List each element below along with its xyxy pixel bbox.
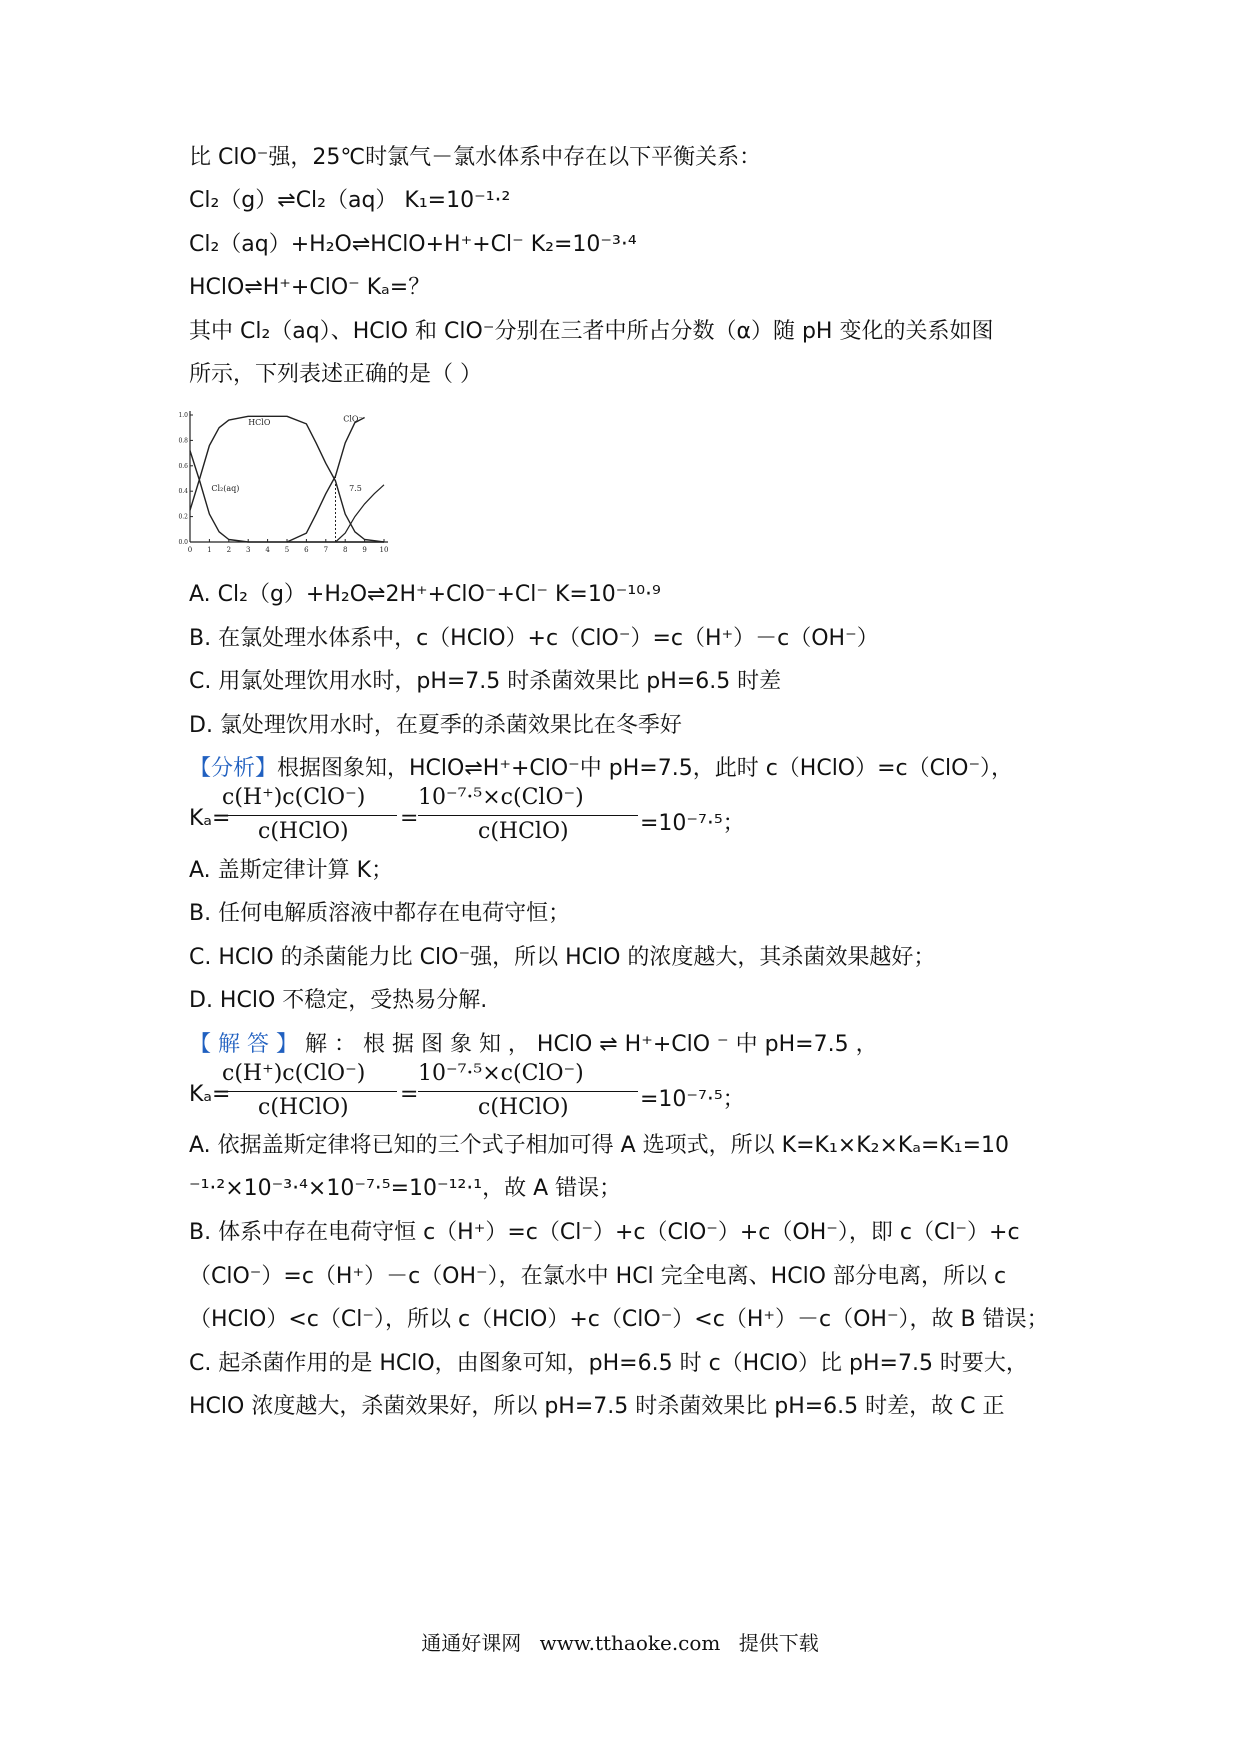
analysis-b: B. 任何电解质溶液中都存在电荷守恒； <box>189 901 571 926</box>
x-tick-label: 1 <box>207 546 212 554</box>
ka-result: =10⁻⁷·⁵； <box>640 811 745 836</box>
option-c: C. 用氯处理饮用水时，pH=7.5 时杀菌效果比 pH=6.5 时差 <box>189 669 782 694</box>
equals-sign: = <box>400 806 419 831</box>
x-tick-label: 9 <box>362 546 367 554</box>
answer-tag: 【 解 答 】 <box>189 1032 298 1057</box>
question-line-1: 其中 Cl₂（aq）、HClO 和 ClO⁻分别在三者中所占分数（α）随 pH 变化的关系如图 <box>189 319 994 344</box>
x-tick-label: 4 <box>265 546 270 554</box>
analysis-line <box>189 754 1013 784</box>
footer-url: www.tthaoke.com <box>539 1631 721 1655</box>
answer-b-line-3: （HClO）<c（Cl⁻），所以 c（HClO）+c（ClO⁻）<c（H⁺）－c（OH⁻），故 B 错误； <box>189 1307 1049 1332</box>
chart-annotation: HClO <box>248 418 271 428</box>
answer-c-line-1: C. 起杀菌作用的是 HClO，由图象可知，pH=6.5 时 c（HClO）比 pH=7.5 时要大， <box>189 1351 1028 1376</box>
y-tick-label: 1.0 <box>178 412 188 419</box>
equation-1: Cl₂（g）⇌Cl₂（aq） K₁=10⁻¹·² <box>189 188 511 213</box>
ka-label: Kₐ= <box>189 1082 231 1107</box>
equation-3: HClO⇌H⁺+ClO⁻ Kₐ=？ <box>189 275 431 300</box>
x-tick-label: 6 <box>304 546 309 554</box>
y-tick-label: 0.6 <box>178 462 188 470</box>
y-tick-label: 0.8 <box>178 437 188 445</box>
answer-text: 解 ： 根 据 图 象 知 ， HClO ⇌ H⁺+ClO ⁻ 中 pH=7.5 ， <box>304 1032 878 1057</box>
intro-line: 比 ClO⁻强，25℃时氯气－氯水体系中存在以下平衡关系： <box>189 145 762 170</box>
fraction-denominator: c(HClO) <box>478 1095 569 1120</box>
equation-2: Cl₂（aq）+H₂O⇌HClO+H⁺+Cl⁻ K₂=10⁻³·⁴ <box>189 232 637 257</box>
answer-b-line-1: B. 体系中存在电荷守恒 c（H⁺）=c（Cl⁻）+c（ClO⁻）+c（OH⁻），即 c（Cl⁻）+c <box>189 1220 1020 1245</box>
answer-b-line-2: （ClO⁻）=c（H⁺）－c（OH⁻），在氯水中 HCl 完全电离、HClO 部分电离，所以 c <box>189 1264 1007 1289</box>
option-b: B. 在氯处理水体系中，c（HClO）+c（ClO⁻）=c（H⁺）－c（OH⁻） <box>189 626 879 651</box>
fraction-bar <box>418 815 638 816</box>
option-a: A. Cl₂（g）+H₂O⇌2H⁺+ClO⁻+Cl⁻ K=10⁻¹⁰·⁹ <box>189 582 661 607</box>
series-line <box>190 451 384 542</box>
analysis-c: C. HClO 的杀菌能力比 ClO⁻强，所以 HClO 的浓度越大，其杀菌效果越好； <box>189 945 936 970</box>
analysis-tag: 【分析】 <box>189 756 278 781</box>
fraction-denominator: c(HClO) <box>258 819 349 844</box>
fraction-denominator: c(HClO) <box>258 1095 349 1120</box>
answer-line <box>189 1030 878 1060</box>
x-tick-label: 0 <box>187 546 193 554</box>
x-tick-label: 2 <box>226 546 232 554</box>
x-tick-label: 5 <box>284 546 290 554</box>
answer-a-line-1: A. 依据盖斯定律将已知的三个式子相加可得 A 选项式，所以 K=K₁×K₂×Kₐ=K₁=10 <box>189 1133 1010 1158</box>
question-line-2: 所示，下列表述正确的是（ ） <box>189 362 482 387</box>
y-tick-label: 0.0 <box>178 539 188 546</box>
ka-label: Kₐ= <box>189 806 231 831</box>
footer-tail: 提供下载 <box>738 1631 819 1655</box>
series-line <box>190 416 384 542</box>
fraction-numerator: 10⁻⁷·⁵×c(ClO⁻) <box>418 785 584 810</box>
x-tick-label: 3 <box>245 546 251 554</box>
option-d: D. 氯处理饮用水时，在夏季的杀菌效果比在冬季好 <box>189 713 682 738</box>
answer-a-line-2: ⁻¹·²×10⁻³·⁴×10⁻⁷·⁵=10⁻¹²·¹，故 A 错误； <box>189 1176 622 1201</box>
y-tick-label: 0.4 <box>178 488 188 496</box>
x-tick-label: 10 <box>379 546 389 554</box>
chart-annotation: 7.5 <box>349 484 362 494</box>
chart-annotation: Cl₂(aq) <box>211 484 240 494</box>
fraction-bar <box>222 1091 397 1092</box>
fraction-numerator: 10⁻⁷·⁵×c(ClO⁻) <box>418 1061 584 1086</box>
fraction-denominator: c(HClO) <box>478 819 569 844</box>
x-tick-label: 7 <box>323 546 329 554</box>
y-tick-label: 0.2 <box>178 513 188 521</box>
footer-site: 通通好课网 <box>421 1631 522 1655</box>
analysis-text: 根据图象知，HClO⇌H⁺+ClO⁻中 pH=7.5，此时 c（HClO）=c（ClO⁻）， <box>277 756 1014 781</box>
extra-curve <box>336 485 385 542</box>
answer-c-line-2: HClO 浓度越大，杀菌效果好，所以 pH=7.5 时杀菌效果比 pH=6.5 时差，故 C 正 <box>189 1394 1005 1419</box>
analysis-d: D. HClO 不稳定，受热易分解. <box>189 988 488 1013</box>
page-footer <box>0 1627 1240 1656</box>
series-line <box>287 418 365 543</box>
chart-annotation: ClO⁻ <box>343 414 363 424</box>
fraction-bar <box>222 815 397 816</box>
fraction-numerator: c(H⁺)c(ClO⁻) <box>222 785 366 810</box>
ka-result: =10⁻⁷·⁵； <box>640 1087 745 1112</box>
analysis-a: A. 盖斯定律计算 K； <box>189 858 394 883</box>
fraction-numerator: c(H⁺)c(ClO⁻) <box>222 1061 366 1086</box>
equals-sign: = <box>400 1082 419 1107</box>
fraction-bar <box>418 1091 638 1092</box>
x-tick-label: 8 <box>342 546 348 554</box>
